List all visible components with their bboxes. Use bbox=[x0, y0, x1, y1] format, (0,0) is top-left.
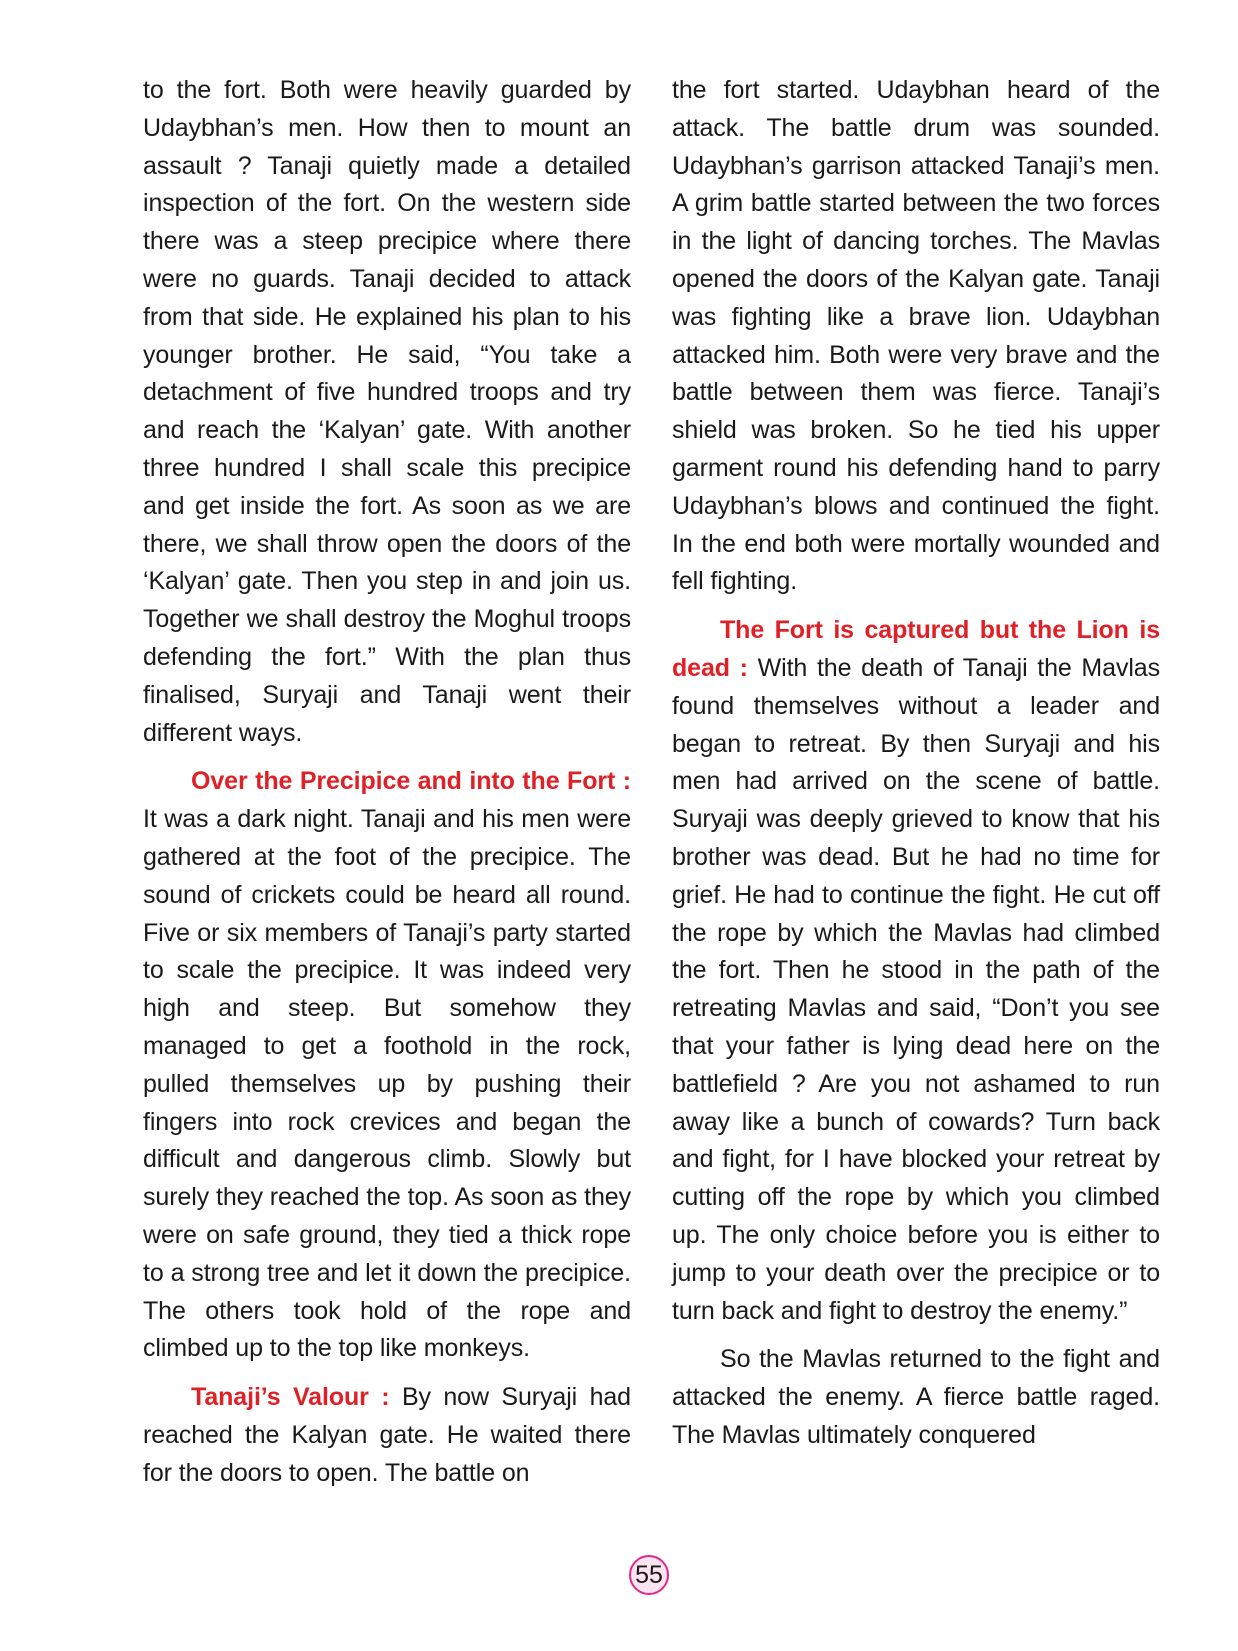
paragraph-fort-captured bbox=[672, 612, 1160, 1330]
paragraph-text: By now Suryaji had reached the Kalyan gate. He waited there for the doors to open. The battle on bbox=[143, 1383, 631, 1487]
paragraph-mavlas-returned: So the Mavlas returned to the fight and attacked the enemy. A fierce battle raged. The Mavlas ultimately conquered bbox=[672, 1345, 1160, 1449]
page-body bbox=[143, 72, 1160, 1552]
right-column bbox=[672, 72, 1160, 1552]
paragraph-text: With the death of Tanaji the Mavlas found themselves without a leader and began to retreat. By then Suryaji and his men had arrived on the scene of battle. Suryaji was deeply grieved to know that his brother was dead. But he had no time for grief. He had to continue the fight. He cut off the rope by which the Mavlas had climbed the fort. Then he stood in the path of the retreating Mavlas and said, “Don’t you see that your father is lying dead here on the battlefield ? Are you not ashamed to run away like a bunch of cowards? Turn back and fight, for I have blocked your retreat by cutting off the rope by which you climbed up. The only choice before you is either to jump to your death over the precipice or to turn back and fight to destroy the enemy.” bbox=[672, 653, 1160, 1325]
section-heading-over-the-precipice: Over the Precipice and into the Fort : bbox=[191, 767, 631, 796]
paragraph-text: It was a dark night. Tanaji and his men were gathered at the foot of the precipice. The sound of crickets could be heard all round. Five or six members of Tanaji’s party started to scale the precipice. It was indeed very high and steep. But somehow they managed to get a foothold in the rock, pulled themselves up by pushing their fingers into rock crevices and began the difficult and dangerous climb. Slowly but surely they reached the top. As soon as they were on safe ground, they tied a thick rope to a strong tree and let it down the precipice. The others took hold of the rope and climbed up to the top like monkeys. bbox=[143, 805, 631, 1363]
section-heading-fort-captured: The Fort is captured but the Lion is dead : bbox=[672, 616, 1160, 682]
left-column bbox=[143, 72, 631, 1552]
paragraph-battle: the fort started. Udaybhan heard of the attack. The battle drum was sounded. Udaybhan’s garrison attacked Tanaji’s men. A grim battle started between the two forces in the light of dancing torches. The Mavlas opened the doors of the Kalyan gate. Tanaji was fighting like a brave lion. Udaybhan attacked him. Both were very brave and the battle between them was fierce. Tanaji’s shield was broken. So he tied his upper garment round his defending hand to parry Udaybhan’s blows and continued the fight. In the end both were mortally wounded and fell fighting. bbox=[672, 76, 1160, 596]
paragraph-fort-plan: to the fort. Both were heavily guarded by Udaybhan’s men. How then to mount an assault ? Tanaji quietly made a detailed inspection of the fort. On the western side there was a steep precipice where there were no guards. Tanaji decided to attack from that side. He explained his plan to his younger brother. He said, “You take a detachment of five hundred troops and try and reach the ‘Kalyan’ gate. With another three hundred I shall scale this precipice and get inside the fort. As soon as we are there, we shall throw open the doors of the ‘Kalyan’ gate. Then you step in and join us. Together we shall destroy the Moghul troops defending the fort.” With the plan thus finalised, Suryaji and Tanaji went their different ways. bbox=[143, 76, 631, 747]
paragraph-tanaji-valour bbox=[143, 1379, 631, 1492]
paragraph-over-the-precipice bbox=[143, 763, 631, 1368]
page-number-badge: 55 bbox=[629, 1555, 669, 1595]
section-heading-tanaji-valour: Tanaji’s Valour : bbox=[191, 1383, 390, 1412]
